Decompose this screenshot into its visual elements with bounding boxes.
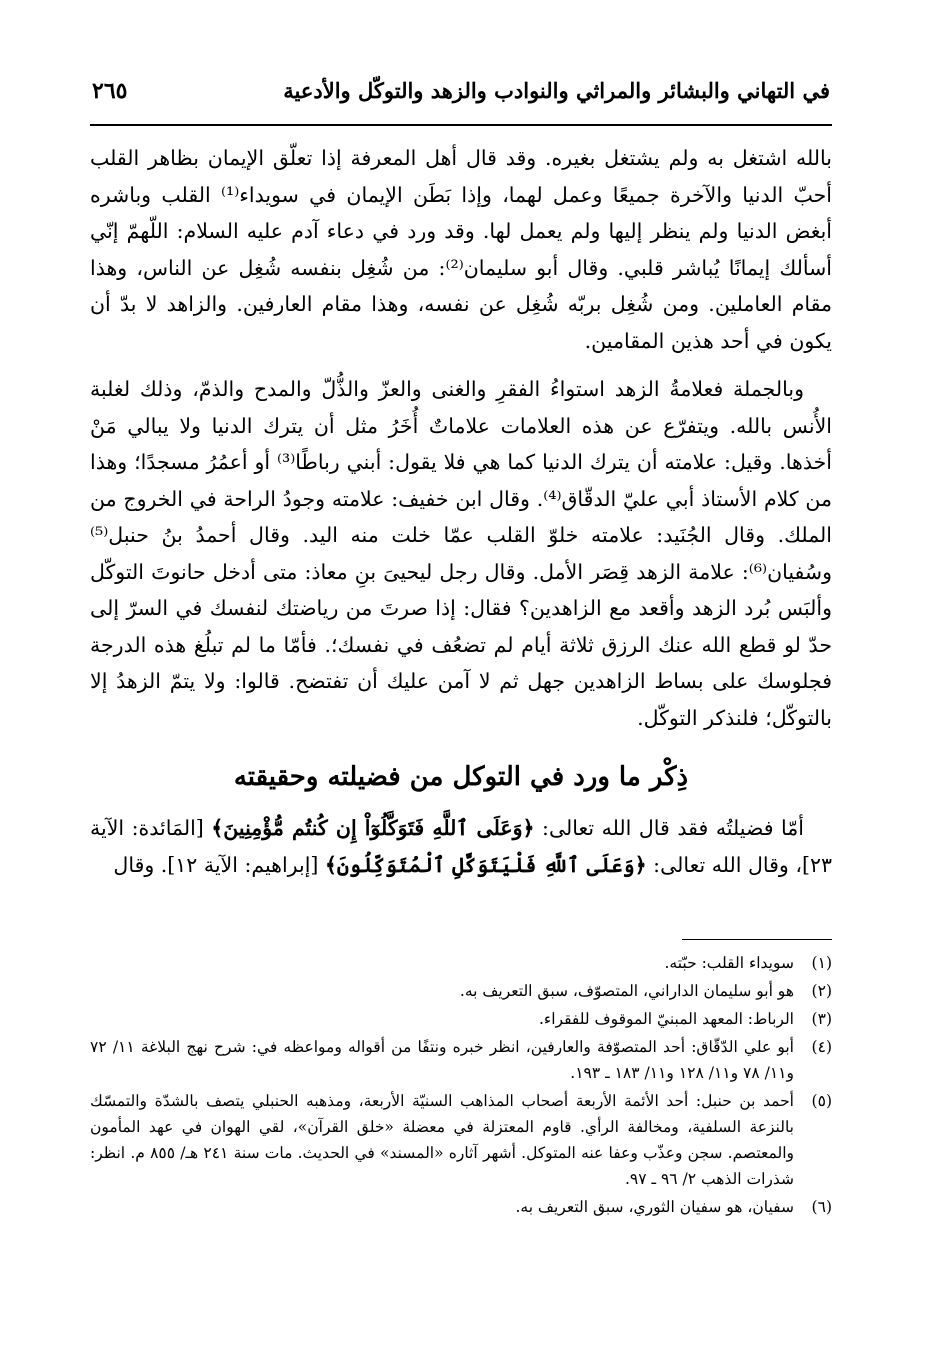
section-heading: ذِكْر ما ورد في التوكل من فضيلته وحقيقته xyxy=(233,762,689,792)
footnote-4 xyxy=(90,1034,832,1086)
footnote-number: (١) xyxy=(811,954,832,972)
footnote-6 xyxy=(90,1194,832,1220)
paragraph-2: وبالجملة فعلامةُ الزهد استواءُ الفقرِ والغنى والعزّ والذُّلّ والمدح والذمّ، وذلك لغلبة الأُنس بالله. ويتفرّع عن هذه العلامات علاماتٌ أُخَرُ مثل أن يترك الدنيا ولا يبالي مَنْ أخذها. وقيل: علامته أن يترك الدنيا كما هي فلا يقول: أبني رباطًا⁽³⁾ أو أعمُرُ مسجدًا؛ وهذا من كلام الأستاذ أبي عليّ الدقّاق⁽⁴⁾. وقال ابن خفيف: علامته وجودُ الراحة في الخروج من الملك. وقال الجُنَيد: علامته خلوّ القلب عمّا خلت منه اليد. وقال أحمدُ بنُ حنبل⁽⁵⁾ وسُفيان⁽⁶⁾: علامة الزهد قِصَر الأمل. وقال رجل ليحيىَ بنِ معاذ: متى أدخل حانوتَ التوكّل وألبَس بُرد الزهد وأقعد مع الزاهدين؟ فقال: إذا صرتَ من رياضتك لنفسك في السرّ إلى حدّ لو قطع الله عنك الرزق ثلاثة أيام لم تضعُف في نفسك؛. فأمّا ما لم تبلُغ هذه الدرجة فجلوسك على بساط الزاهدين جهل ثم لا آمن عليك أن تفتضح. قالوا: ولا يتمّ الزهدُ إلا بالتوكّل؛ فلنذكر التوكّل. xyxy=(90,377,832,730)
paragraph-1: بالله اشتغل به ولم يشتغل بغيره. وقد قال أهل المعرفة إذا تعلّق الإيمان بظاهر القلب أحبّ الدنيا والآخرة جميعًا وعمل لهما، وإذا بَطَن الإيمان في سويداء⁽¹⁾ القلب وباشره أبغض الدنيا ولم ينظر إليها ولم يعمل لها. وقد ورد في دعاء آدم عليه السلام: اللّهمّ إنّي أسألك إيمانًا يُباشر قلبي. وقال أبو سليمان⁽²⁾: من شُغِل بنفسه شُغِل عن الناس، وهذا مقام العاملين. ومن شُغِل بربّه شُغِل عن نفسه، وهذا مقام العارفين. والزاهد لا بدّ أن يكون في أحد هذين المقامين. xyxy=(90,146,832,353)
footnote-number: (٣) xyxy=(811,1010,832,1028)
book-page xyxy=(90,78,832,1222)
body-text xyxy=(90,140,832,883)
footnote-divider xyxy=(682,939,832,940)
footnote-text: الرباط: المعهد المبنيّ الموقوف للفقراء. xyxy=(539,1010,794,1028)
paragraph-3-start: أمّا فضيلتُه فقد قال الله تعالى: xyxy=(534,816,804,840)
footnote-number: (٤) xyxy=(811,1038,832,1056)
footnote-2 xyxy=(90,978,832,1004)
footnote-number: (٢) xyxy=(811,982,832,1000)
footnote-text: أبو علي الدّقّاق: أحد المتصوّفة والعارفين، انظر خبره ونتفًا من أقواله ومواعظه في: شرح نهج البلاغة ١١/ ٧٢ و١١/ ٧٨ و١١/ ١٢٨ و١١/ ١٨٣ ـ ١٩٣. xyxy=(90,1038,794,1082)
paragraph-3-middle: [المَائدة: الآية ٢٣]، وقال الله تعالى: xyxy=(90,816,832,877)
footnote-text: هو أبو سليمان الداراني، المتصوّف، سبق التعريف به. xyxy=(459,982,794,1000)
footnote-number: (٥) xyxy=(811,1092,832,1110)
footnote-3 xyxy=(90,1006,832,1032)
footnotes-list xyxy=(90,950,832,1220)
quran-verse-2: ﴿وَعَلَى ٱللَّهِ فَلْيَتَوَكَّلِ ٱلْمُتَوَكِّلُونَ﴾ xyxy=(324,852,647,877)
quran-verse-1: ﴿وَعَلَى ٱللَّهِ فَتَوَكَّلُوٓاْ إِن كُنتُم مُّؤْمِنِينَ﴾ xyxy=(211,816,535,840)
paragraph-3-end: [إبراهيم: الآية ١٢]. وقال xyxy=(113,852,325,877)
footnote-text: سفيان، هو سفيان الثوري، سبق التعريف به. xyxy=(515,1198,794,1216)
page-number: ٢٦٥ xyxy=(92,78,128,104)
running-title: في التهاني والبشائر والمراثي والنوادب والزهد والتوكّل والأدعية xyxy=(283,78,830,103)
paragraph-3 xyxy=(90,810,832,883)
footnote-5 xyxy=(90,1088,832,1192)
footnote-text: أحمد بن حنبل: أحد الأئمة الأربعة أصحاب المذاهب السنيّة الأربعة، ومذهبه الحنبلي يتصف بالشدّة والتمسّك بالنزعة السلفية، ومخالفة الرأي. قاوم المعتزلة في معضلة «خلق القرآن»، لقي الهوان في عهد المأمون والمعتصم. سجن وعذّب وعفا عنه المتوكل. أشهر آثاره «المسند» في الحديث. مات سنة ٢٤١ هـ/ ٨٥٥ م. انظر: شذرات الذهب ٢/ ٩٦ ـ ٩٧. xyxy=(90,1092,794,1188)
footnote-1 xyxy=(90,950,832,976)
footnote-text: سويداء القلب: حبّته. xyxy=(664,954,794,972)
page-header xyxy=(90,78,832,126)
footnote-number: (٦) xyxy=(811,1198,832,1216)
